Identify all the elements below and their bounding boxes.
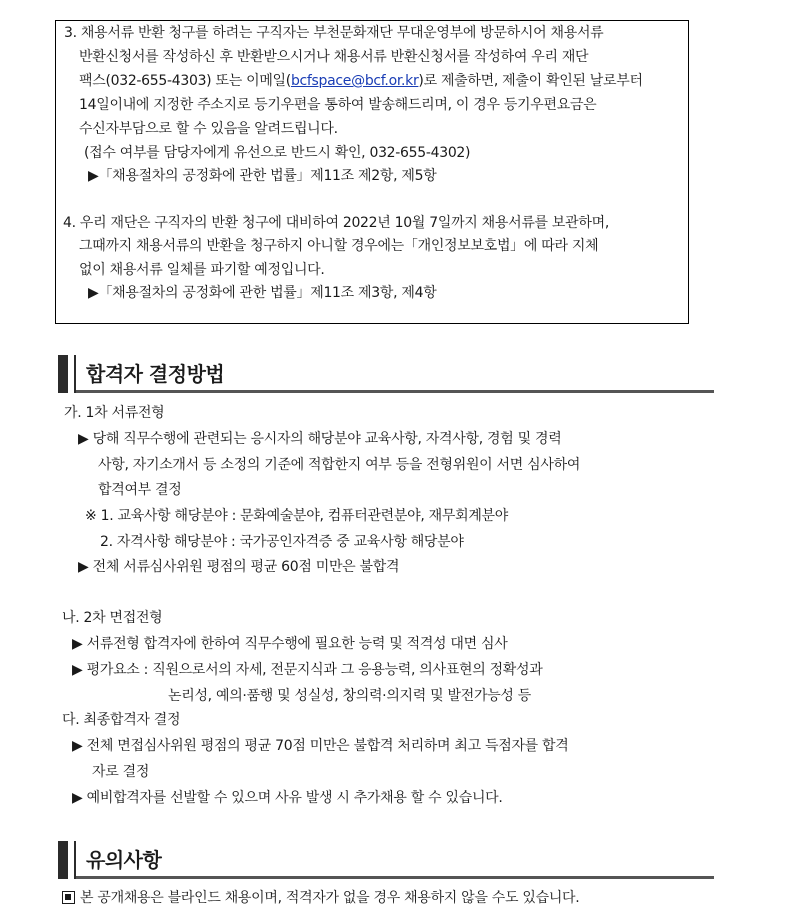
step2-bullet2-line2: 논리성, 예의·품행 및 성실성, 창의력·의지력 및 발전가능성 등 <box>168 688 532 704</box>
step2-heading: 나. 2차 면접전형 <box>62 610 163 626</box>
item4-line2: 그때까지 채용서류의 반환을 청구하지 아니할 경우에는「개인정보보호법」에 따라 지체 <box>79 238 599 254</box>
notes-item1 <box>62 888 579 908</box>
step3-bullet1-line1: ▶ 전체 면접심사위원 평점의 평균 70점 미만은 불합격 처리하며 최고 득점자를 합격 <box>72 738 569 754</box>
heading-bar <box>58 841 68 879</box>
heading-bar-thin <box>74 841 76 879</box>
item3-line3-before: 팩스(032-655-4303) 또는 이메일( <box>79 73 291 89</box>
step3-bullet1-line2: 자로 결정 <box>92 764 150 780</box>
heading-underline <box>76 876 714 879</box>
item3-note: (접수 여부를 담당자에게 유선으로 반드시 확인, 032-655-4302) <box>84 145 471 161</box>
item3-line3 <box>79 71 643 91</box>
item3-line5: 수신자부담으로 할 수 있음을 알려드립니다. <box>79 121 338 137</box>
step1-heading: 가. 1차 서류전형 <box>64 405 165 421</box>
section-title-selection: 합격자 결정방법 <box>86 362 225 386</box>
step1-note2: 2. 자격사항 해당분야 : 국가공인자격증 중 교육사항 해당분야 <box>100 534 464 550</box>
heading-bar <box>58 355 68 393</box>
step1-bullet1-line2: 사항, 자기소개서 등 소정의 기준에 적합한지 여부 등을 전형위원이 서면 심사하여 <box>98 457 581 473</box>
item3-line2: 반환신청서를 작성하신 후 반환받으시거나 채용서류 반환신청서를 작성하여 우리 재단 <box>79 49 589 65</box>
section-title-notes: 유의사항 <box>86 848 162 872</box>
email-link[interactable]: bcfspace@bcf.or.kr <box>290 73 419 89</box>
step1-note1: ※ 1. 교육사항 해당분야 : 문화예술분야, 컴퓨터관련분야, 재무회계분야 <box>85 508 509 524</box>
boxed-arrow-icon <box>62 891 75 904</box>
heading-underline <box>76 390 714 393</box>
item4-line3: 없이 채용서류 일체를 파기할 예정입니다. <box>79 262 325 278</box>
step2-bullet1: ▶ 서류전형 합격자에 한하여 직무수행에 필요한 능력 및 적격성 대면 심사 <box>72 636 508 652</box>
heading-bar-thin <box>74 355 76 393</box>
item3-law: ▶「채용절차의 공정화에 관한 법률」제11조 제2항, 제5항 <box>88 168 437 184</box>
step1-bullet2: ▶ 전체 서류심사위원 평점의 평균 60점 미만은 불합격 <box>78 559 400 575</box>
notes-item1-text: 본 공개채용은 블라인드 채용이며, 적격자가 없을 경우 채용하지 않을 수도 있습니다. <box>80 890 580 906</box>
item3-line4: 14일이내에 지정한 주소지로 등기우편을 통하여 발송해드리며, 이 경우 등기우편요금은 <box>79 97 597 113</box>
step3-heading: 다. 최종합격자 결정 <box>62 712 181 728</box>
section-heading-notes <box>58 841 714 879</box>
step3-bullet2: ▶ 예비합격자를 선발할 수 있으며 사유 발생 시 추가채용 할 수 있습니다. <box>72 790 503 806</box>
section-heading-selection <box>58 355 714 393</box>
step1-bullet1-line1: ▶ 당해 직무수행에 관련되는 응시자의 해당분야 교육사항, 자격사항, 경험 및 경력 <box>78 431 562 447</box>
step1-bullet1-line3: 합격여부 결정 <box>98 482 182 498</box>
item3-line1: 3. 채용서류 반환 청구를 하려는 구직자는 부천문화재단 무대운영부에 방문하시어 채용서류 <box>64 25 604 41</box>
step2-bullet2-line1: ▶ 평가요소 : 직원으로서의 자세, 전문지식과 그 응용능력, 의사표현의 정확성과 <box>72 662 543 678</box>
item4-law: ▶「채용절차의 공정화에 관한 법률」제11조 제3항, 제4항 <box>88 285 437 301</box>
item3-line3-after: )로 제출하면, 제출이 확인된 날로부터 <box>418 73 643 89</box>
item4-line1: 4. 우리 재단은 구직자의 반환 청구에 대비하여 2022년 10월 7일까지 채용서류를 보관하며, <box>63 215 609 231</box>
